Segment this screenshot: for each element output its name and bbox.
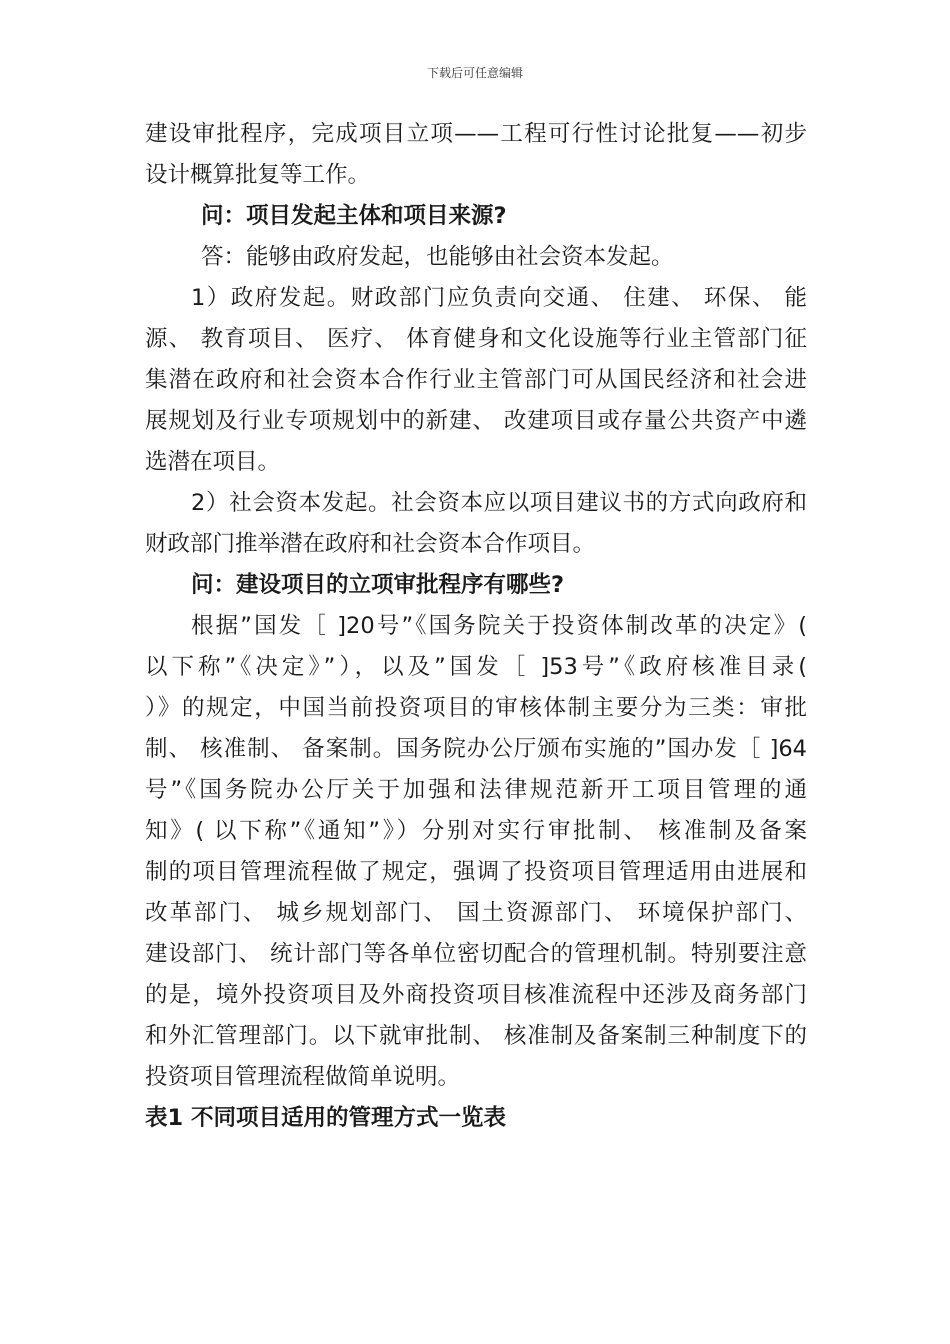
- text-line: 表1 不同项目适用的管理方式一览表: [145, 1105, 506, 1131]
- text-line: 展规划及行业专项规划中的新建、 改建项目或存量公共资产中遴: [145, 408, 807, 434]
- question-heading: [145, 565, 807, 606]
- text-line: 根据”国发［ ]20号”《国务院关于投资体制改革的决定》(: [191, 613, 807, 639]
- text-line: 投资项目管理流程做简单说明。: [145, 1064, 461, 1090]
- question-heading: [145, 196, 807, 237]
- text-line: 问：建设项目的立项审批程序有哪些?: [191, 572, 565, 598]
- table-caption: [145, 1098, 807, 1139]
- text-line: 建设审批程序，完成项目立项——工程可行性讨论批复——初步: [145, 121, 807, 147]
- text-line: 选潜在项目。: [145, 449, 281, 475]
- text-line: 答：能够由政府发起，也能够由社会资本发起。: [201, 244, 674, 270]
- paragraph: [145, 114, 807, 196]
- text-line: 号”《国务院办公厅关于加强和法律规范新开工项目管理的通: [145, 777, 807, 803]
- text-line: 制、 核准制、 备案制。国务院办公厅颁布实施的”国办发［ ]64: [145, 736, 807, 762]
- text-line: 问：项目发起主体和项目来源?: [201, 203, 507, 229]
- text-line: 以下称”《决定》”），以及”国发［ ]53号”《政府核准目录(: [145, 654, 807, 680]
- text-line: 1）政府发起。财政部门应负责向交通、 住建、 环保、 能: [191, 285, 807, 311]
- page-header: 下载后可任意编辑: [426, 66, 523, 80]
- text-line: 2）社会资本发起。社会资本应以项目建议书的方式向政府和: [191, 490, 807, 516]
- text-line: 和外汇管理部门。以下就审批制、 核准制及备案制三种制度下的: [145, 1023, 807, 1049]
- text-line: 的是，境外投资项目及外商投资项目核准流程中还涉及商务部门: [145, 982, 807, 1008]
- text-line: 制的项目管理流程做了规定，强调了投资项目管理适用由进展和: [145, 859, 807, 885]
- document-body: [145, 114, 807, 1139]
- text-line: 源、 教育项目、 医疗、 体育健身和文化设施等行业主管部门征: [145, 326, 807, 352]
- answer-paragraph: [145, 237, 807, 278]
- paragraph: [145, 606, 807, 1098]
- text-line: 知》( 以下称”《通知”》）分别对实行审批制、 核准制及备案: [145, 818, 807, 844]
- text-line: 设计概算批复等工作。: [145, 162, 371, 188]
- text-line: 建设部门、 统计部门等各单位密切配合的管理机制。特别要注意: [145, 941, 807, 967]
- paragraph: [145, 483, 807, 565]
- text-line: 改革部门、 城乡规划部门、 国土资源部门、 环境保护部门、: [145, 900, 807, 926]
- text-line: 集潜在政府和社会资本合作行业主管部门可从国民经济和社会进: [145, 367, 807, 393]
- text-line: 财政部门推举潜在政府和社会资本合作项目。: [145, 531, 596, 557]
- paragraph: [145, 278, 807, 483]
- text-line: ）》的规定，中国当前投资项目的审核体制主要分为三类：审批: [145, 695, 807, 721]
